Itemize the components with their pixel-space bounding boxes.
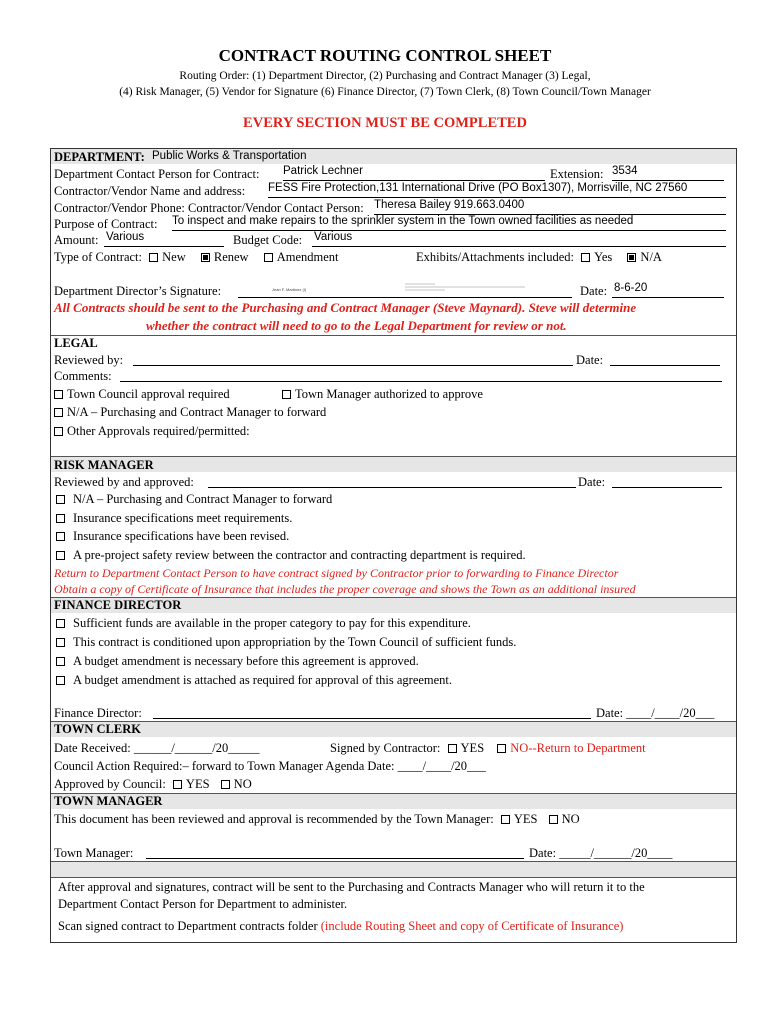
vendor-phone-label: Contractor/Vendor Phone: Contractor/Vendor Contact Person:	[54, 201, 364, 215]
budget-attached-label: A budget amendment is attached as required for approval of this agreement.	[73, 673, 453, 687]
type-renew-label: Renew	[213, 250, 249, 264]
signed-by-label: Signed by Contractor:	[330, 741, 441, 755]
scan-instruction	[58, 919, 623, 934]
risk-na-checkbox[interactable]	[56, 495, 65, 504]
vendor-name-label: Contractor/Vendor Name and address:	[54, 184, 246, 198]
routing-note-line-2: whether the contract will need to go to the Legal Department for review or not.	[146, 318, 567, 333]
legal-reviewed-label: Reviewed by:	[54, 353, 124, 367]
contract-type-row	[54, 250, 339, 265]
exhibits-yes-checkbox[interactable]	[581, 253, 590, 262]
risk-option-1[interactable]	[56, 492, 332, 507]
legal-option-na[interactable]	[54, 405, 326, 420]
signed-no-checkbox[interactable]	[497, 744, 506, 753]
routing-note-line-1: All Contracts should be sent to the Purchasing and Contract Manager (Steve Maynard). Steve will determine	[54, 300, 637, 315]
appropriation-checkbox[interactable]	[56, 638, 65, 647]
vendor-name-field[interactable]: FESS Fire Protection,131 International Drive (PO Box1307), Morrisville, NC 27560	[268, 182, 688, 194]
risk-option-4[interactable]	[56, 548, 526, 563]
exhibits-row	[416, 250, 662, 265]
town-manager-label: Town Manager:	[54, 846, 134, 860]
appropriation-label: This contract is conditioned upon appropriation by the Town Council of sufficient funds.	[73, 635, 517, 649]
funds-available-label: Sufficient funds are available in the proper category to pay for this expenditure.	[73, 616, 471, 630]
type-new-checkbox[interactable]	[149, 253, 158, 262]
manager-authorized-label: Town Manager authorized to approve	[295, 387, 483, 401]
finance-option-3[interactable]	[56, 654, 419, 669]
legal-comments-label: Comments:	[54, 369, 112, 383]
purpose-field[interactable]: To inspect and make repairs to the sprinkler system in the Town owned facilities as needed	[172, 215, 634, 227]
extension-label: Extension:	[550, 167, 604, 181]
director-date-underline	[612, 297, 724, 298]
risk-option-3[interactable]	[56, 529, 289, 544]
type-new-label: New	[162, 250, 186, 264]
finance-option-4[interactable]	[56, 673, 452, 688]
council-no-label: NO	[233, 777, 252, 791]
budget-code-field[interactable]: Various	[314, 231, 353, 243]
exhibits-yes-label: Yes	[594, 250, 613, 264]
approved-by-council-label: Approved by Council:	[54, 777, 166, 791]
manager-no-checkbox[interactable]	[549, 815, 558, 824]
legal-option-manager[interactable]	[282, 387, 483, 402]
footer-line-2: Department Contact Person for Department to administer.	[58, 897, 348, 911]
amount-field[interactable]: Various	[106, 231, 145, 243]
manager-yes-label: YES	[513, 812, 538, 826]
finance-director-label: Finance Director:	[54, 706, 142, 720]
legal-comments-line[interactable]	[120, 381, 722, 382]
legal-date-label: Date:	[576, 353, 604, 367]
signed-no-label: NO--Return to Department	[510, 741, 646, 755]
director-signature-line	[238, 297, 572, 298]
contact-person-underline	[283, 180, 545, 181]
risk-reviewed-line[interactable]	[208, 487, 576, 488]
finance-director-line[interactable]	[153, 718, 591, 719]
clerk-header-bar	[51, 722, 736, 737]
safety-review-label: A pre-project safety review between the contractor and contracting department is required.	[73, 548, 526, 562]
signed-yes-label: YES	[460, 741, 485, 755]
vendor-name-underline	[268, 197, 726, 198]
amount-label: Amount:	[54, 233, 99, 247]
legal-header: LEGAL	[54, 336, 98, 350]
manager-no-label: NO	[561, 812, 580, 826]
insurance-revised-checkbox[interactable]	[56, 532, 65, 541]
risk-option-2[interactable]	[56, 511, 292, 526]
council-action-required[interactable]: Council Action Required:– forward to Town Manager Agenda Date: ____/____/20___	[54, 759, 486, 773]
legal-option-council[interactable]	[54, 387, 230, 402]
council-approval-label: Town Council approval required	[67, 387, 230, 401]
signed-by-contractor-row	[330, 741, 646, 756]
council-yes-checkbox[interactable]	[173, 780, 182, 789]
department-value[interactable]: Public Works & Transportation	[152, 150, 307, 162]
manager-review-row	[54, 812, 580, 827]
budget-necessary-label: A budget amendment is necessary before this agreement is approved.	[73, 654, 419, 668]
finance-date[interactable]: Date: ____/____/20___	[596, 706, 715, 720]
other-approvals-label: Other Approvals required/permitted:	[67, 424, 250, 438]
budget-necessary-checkbox[interactable]	[56, 657, 65, 666]
footer-spacer-bar	[51, 862, 736, 877]
risk-header: RISK MANAGER	[54, 458, 154, 472]
risk-na-label: N/A – Purchasing and Contract Manager to forward	[73, 492, 333, 506]
risk-date-line[interactable]	[612, 487, 722, 488]
legal-divider	[51, 335, 736, 336]
purpose-label: Purpose of Contract:	[54, 217, 158, 231]
manager-yes-checkbox[interactable]	[501, 815, 510, 824]
approved-by-council-row	[54, 777, 252, 792]
legal-option-other[interactable]	[54, 424, 250, 439]
council-no-checkbox[interactable]	[221, 780, 230, 789]
type-amendment-checkbox[interactable]	[264, 253, 273, 262]
footer-divider-2	[51, 877, 736, 878]
exhibits-na-checkbox[interactable]	[627, 253, 636, 262]
extension-underline	[612, 180, 724, 181]
type-amendment-label: Amendment	[276, 250, 339, 264]
manager-date[interactable]: Date: _____/______/20____	[529, 846, 673, 860]
purpose-underline	[172, 230, 726, 231]
finance-option-2[interactable]	[56, 635, 516, 650]
safety-review-checkbox[interactable]	[56, 551, 65, 560]
clerk-header: TOWN CLERK	[54, 722, 141, 736]
scan-text: Scan signed contract to Department contracts folder	[58, 919, 318, 933]
vendor-phone-field[interactable]: Theresa Bailey 919.663.0400	[374, 199, 525, 211]
director-signature-name: Jean F. Martinez (I)	[272, 287, 307, 292]
document-title: CONTRACT ROUTING CONTROL SHEET	[218, 46, 552, 65]
council-yes-label: YES	[185, 777, 210, 791]
director-date-field[interactable]: 8-6-20	[614, 282, 648, 294]
exhibits-label: Exhibits/Attachments included:	[416, 250, 574, 264]
director-date-label: Date:	[580, 284, 608, 298]
funds-available-checkbox[interactable]	[56, 619, 65, 628]
council-approval-checkbox[interactable]	[54, 390, 63, 399]
signed-yes-checkbox[interactable]	[448, 744, 457, 753]
routing-order-line-1: Routing Order: (1) Department Director, (2) Purchasing and Contract Manager (3) Legal,	[179, 70, 591, 82]
finance-header: FINANCE DIRECTOR	[54, 598, 182, 612]
insurance-meets-checkbox[interactable]	[56, 514, 65, 523]
budget-code-label: Budget Code:	[233, 233, 303, 247]
director-signature-stamp	[405, 282, 530, 292]
budget-attached-checkbox[interactable]	[56, 676, 65, 685]
other-approvals-checkbox[interactable]	[54, 427, 63, 436]
risk-reviewed-label: Reviewed by and approved:	[54, 475, 194, 489]
legal-na-checkbox[interactable]	[54, 408, 63, 417]
extension-field[interactable]: 3534	[612, 165, 638, 177]
manager-header: TOWN MANAGER	[54, 794, 163, 808]
insurance-meets-label: Insurance specifications meet requirements.	[73, 511, 293, 525]
legal-na-label: N/A – Purchasing and Contract Manager to forward	[67, 405, 327, 419]
town-manager-line[interactable]	[146, 858, 524, 859]
insurance-revised-label: Insurance specifications have been revised.	[73, 529, 290, 543]
footer-line-1: After approval and signatures, contract will be sent to the Purchasing and Contracts Manager who will return it to the	[58, 880, 645, 894]
department-label: DEPARTMENT:	[54, 150, 145, 164]
risk-date-label: Date:	[578, 475, 606, 489]
exhibits-na-label: N/A	[640, 250, 662, 264]
director-signature-label: Department Director’s Signature:	[54, 284, 222, 298]
date-received[interactable]: Date Received: ______/______/20_____	[54, 741, 260, 755]
budget-code-underline	[312, 246, 726, 247]
manager-review-text: This document has been reviewed and approval is recommended by the Town Manager:	[54, 812, 494, 826]
completion-warning: EVERY SECTION MUST BE COMPLETED	[243, 115, 527, 131]
type-renew-checkbox[interactable]	[201, 253, 210, 262]
amount-underline	[104, 246, 224, 247]
contract-type-label: Type of Contract:	[54, 250, 142, 264]
contact-person-field[interactable]: Patrick Lechner	[283, 165, 363, 177]
contact-person-label: Department Contact Person for Contract:	[54, 167, 260, 181]
manager-authorized-checkbox[interactable]	[282, 390, 291, 399]
legal-date-line[interactable]	[610, 365, 720, 366]
scan-red-note: (include Routing Sheet and copy of Certificate of Insurance)	[320, 919, 624, 933]
legal-reviewed-line[interactable]	[133, 365, 573, 366]
routing-order-line-2: (4) Risk Manager, (5) Vendor for Signature (6) Finance Director, (7) Town Clerk, (8) Town Council/Town Manager	[119, 86, 651, 98]
risk-insurance-note: Obtain a copy of Certificate of Insurance that includes the proper coverage and shows the Town as an additional insured	[54, 582, 636, 596]
risk-return-note: Return to Department Contact Person to have contract signed by Contractor prior to forwarding to Finance Director	[54, 566, 619, 580]
finance-option-1[interactable]	[56, 616, 471, 631]
